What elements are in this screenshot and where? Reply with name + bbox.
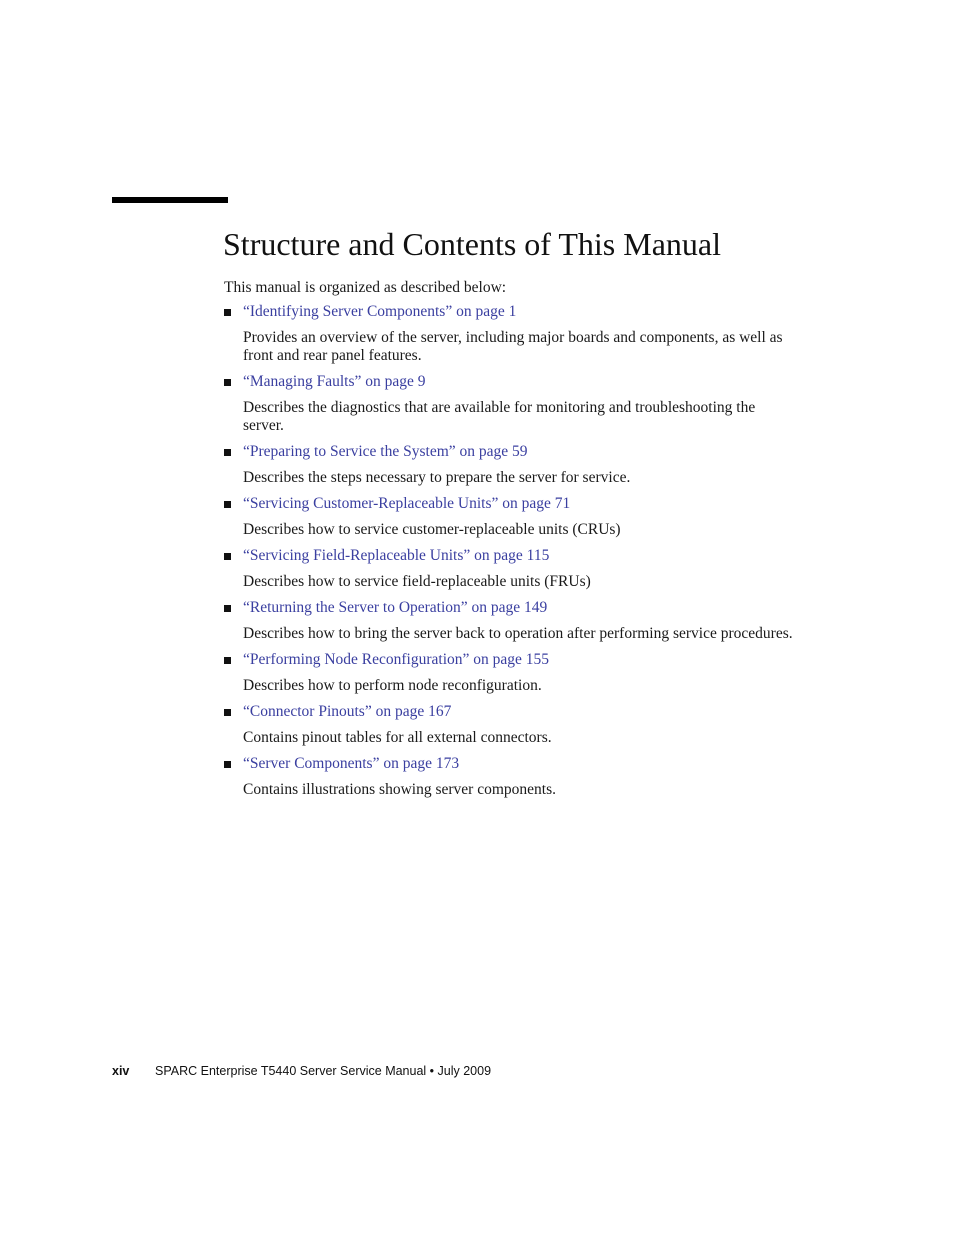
chapter-description: Describes how to service customer-replaceable units (CRUs) xyxy=(243,521,621,538)
list-item xyxy=(224,373,794,435)
square-bullet-icon xyxy=(224,449,231,456)
chapter-link[interactable]: “Managing Faults” on page 9 xyxy=(243,373,426,390)
chapter-link[interactable]: “Servicing Customer-Replaceable Units” on page 71 xyxy=(243,495,571,512)
list-item xyxy=(224,599,794,643)
chapter-description: Contains pinout tables for all external connectors. xyxy=(243,729,552,746)
square-bullet-icon xyxy=(224,657,231,664)
chapter-link[interactable]: “Connector Pinouts” on page 167 xyxy=(243,703,452,720)
heading-rule xyxy=(112,197,228,203)
chapter-description: Describes how to perform node reconfiguration. xyxy=(243,677,542,694)
intro-text: This manual is organized as described below: xyxy=(224,279,507,296)
list-item xyxy=(224,443,794,487)
square-bullet-icon xyxy=(224,501,231,508)
page-footer xyxy=(112,1063,491,1079)
page-number: xiv xyxy=(112,1064,130,1078)
chapter-description: Describes the steps necessary to prepare the server for service. xyxy=(243,469,631,486)
square-bullet-icon xyxy=(224,309,231,316)
list-item xyxy=(224,651,794,695)
list-item xyxy=(224,755,794,799)
page-title: Structure and Contents of This Manual xyxy=(223,226,721,262)
square-bullet-icon xyxy=(224,605,231,612)
chapter-link[interactable]: “Preparing to Service the System” on page 59 xyxy=(243,443,528,460)
chapter-description: Contains illustrations showing server components. xyxy=(243,781,556,798)
list-item xyxy=(224,303,794,365)
chapter-link[interactable]: “Identifying Server Components” on page 1 xyxy=(243,303,517,320)
contents-list xyxy=(224,303,794,807)
chapter-description: Describes the diagnostics that are available for monitoring and troubleshooting the server. xyxy=(243,399,756,434)
footer-text: SPARC Enterprise T5440 Server Service Manual • July 2009 xyxy=(155,1064,492,1078)
chapter-link[interactable]: “Returning the Server to Operation” on page 149 xyxy=(243,599,548,616)
chapter-link[interactable]: “Servicing Field-Replaceable Units” on page 115 xyxy=(243,547,550,564)
chapter-link[interactable]: “Server Components” on page 173 xyxy=(243,755,460,772)
list-item xyxy=(224,495,794,539)
list-item xyxy=(224,547,794,591)
square-bullet-icon xyxy=(224,709,231,716)
chapter-link[interactable]: “Performing Node Reconfiguration” on page 155 xyxy=(243,651,550,668)
chapter-description: Provides an overview of the server, including major boards and components, as well as front and rear panel features. xyxy=(243,329,783,364)
chapter-description: Describes how to bring the server back to operation after performing service procedures. xyxy=(243,625,793,642)
chapter-description: Describes how to service field-replaceable units (FRUs) xyxy=(243,573,591,590)
square-bullet-icon xyxy=(224,761,231,768)
square-bullet-icon xyxy=(224,379,231,386)
square-bullet-icon xyxy=(224,553,231,560)
list-item xyxy=(224,703,794,747)
